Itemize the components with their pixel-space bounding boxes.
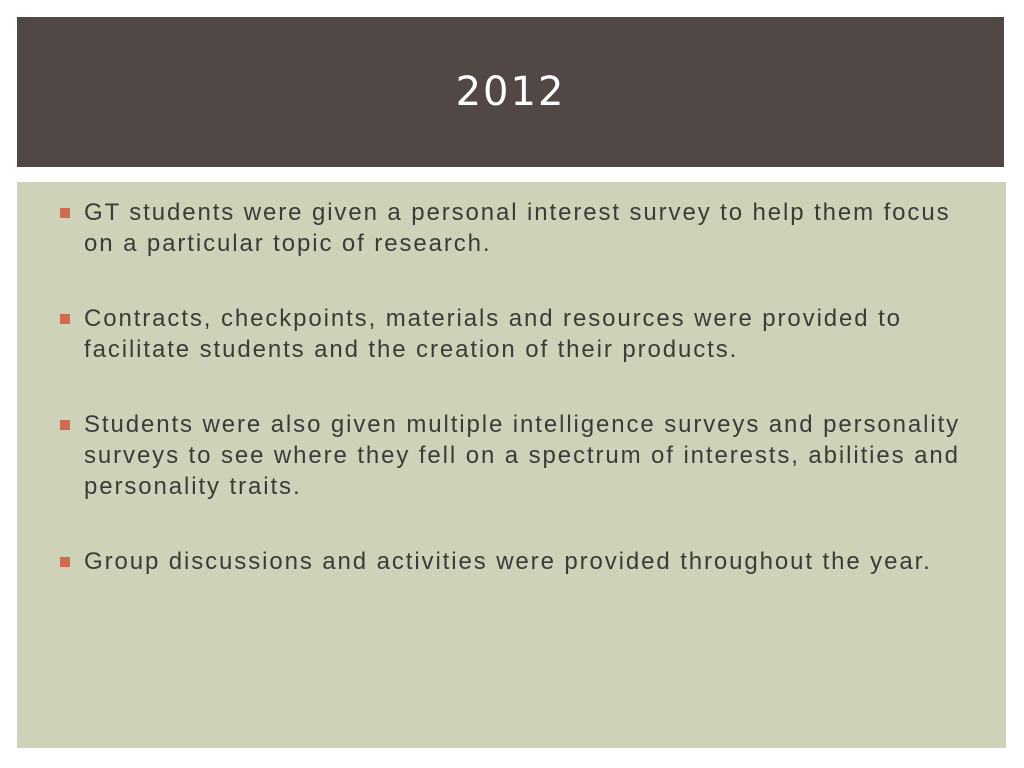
bullet-text: Group discussions and activities were provided throughout the year. <box>84 548 932 575</box>
square-bullet-icon <box>60 420 70 430</box>
bullet-text: Contracts, checkpoints, materials and resources were provided to facilitate students and the creation of their products. <box>84 305 902 363</box>
square-bullet-icon <box>60 314 70 324</box>
content-box <box>17 182 1006 748</box>
bullet-item <box>59 546 964 577</box>
bullet-item <box>59 409 964 502</box>
bullet-list <box>59 197 964 621</box>
title-bar <box>17 17 1004 167</box>
square-bullet-icon <box>60 557 70 567</box>
square-bullet-icon <box>60 208 70 218</box>
bullet-item <box>59 303 964 365</box>
bullet-item <box>59 197 964 259</box>
bullet-text: Students were also given multiple intelligence surveys and personality surveys to see where they fell on a spectrum of interests, abilities and personality traits. <box>84 411 961 500</box>
bullet-text: GT students were given a personal interest survey to help them focus on a particular topic of research. <box>84 199 951 257</box>
slide-title: 2012 <box>455 69 566 115</box>
